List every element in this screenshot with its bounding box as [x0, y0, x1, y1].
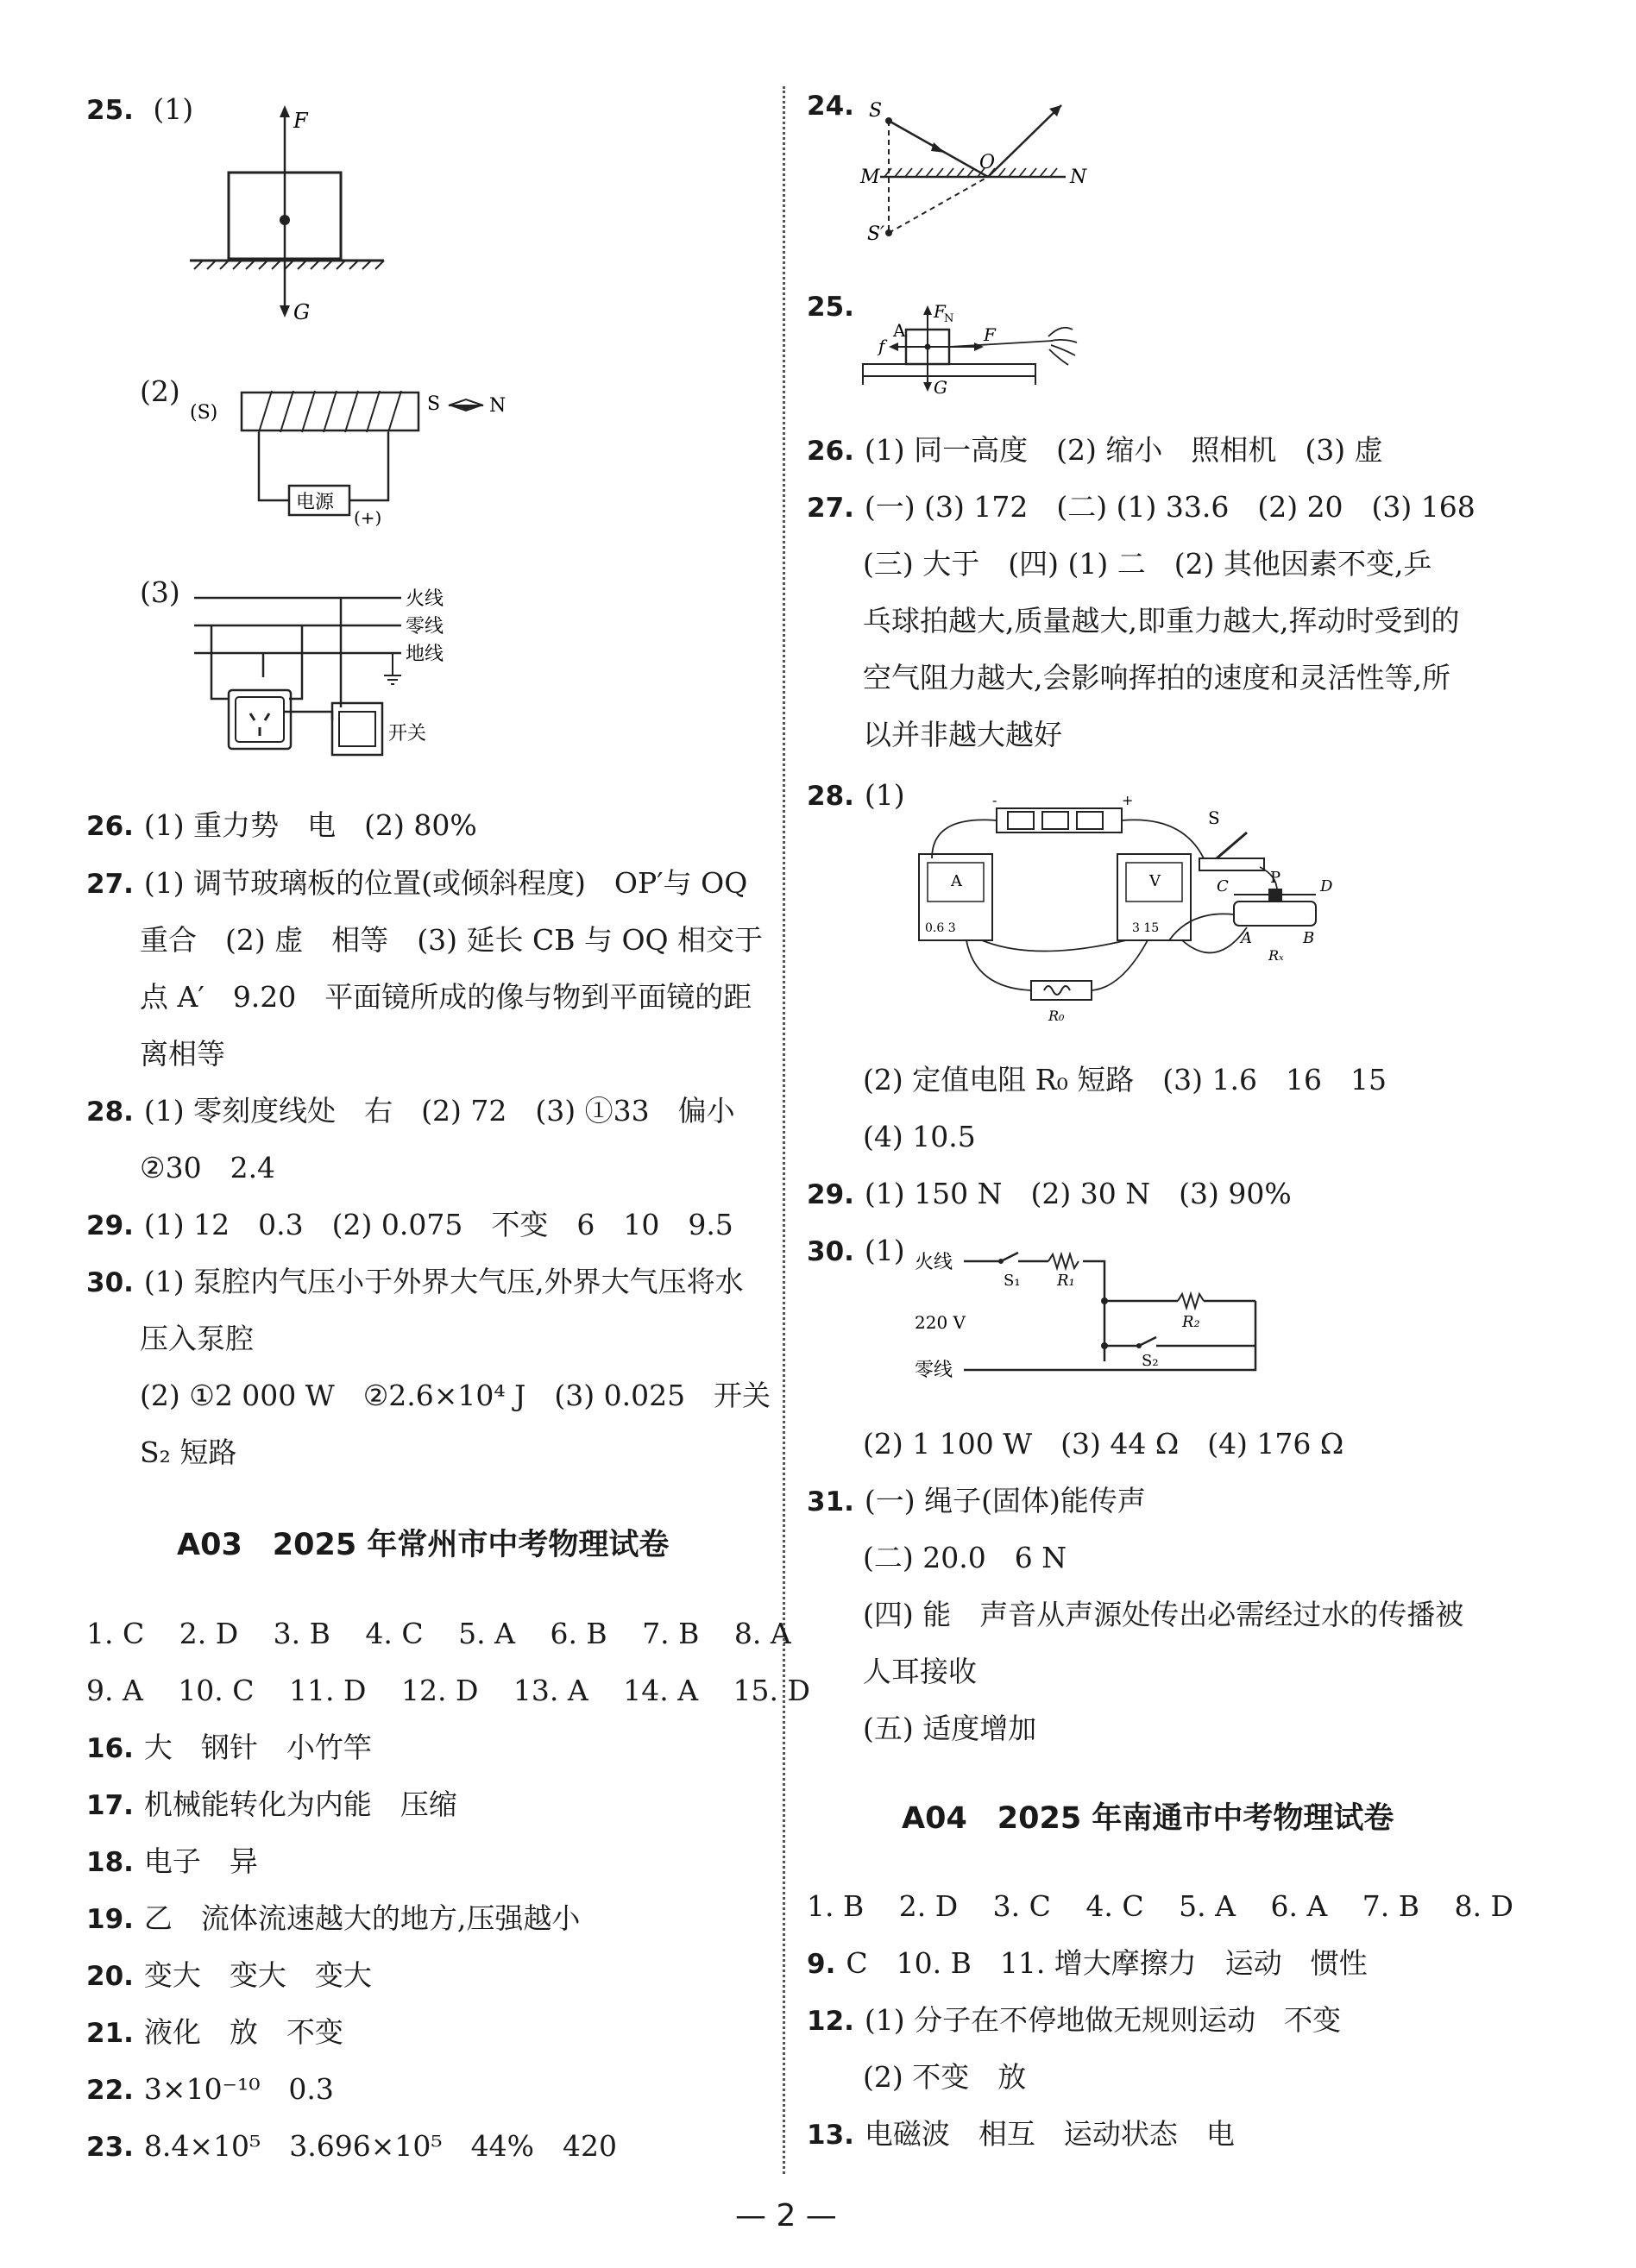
- q31-text-1: (一) 绳子(固体)能传声: [864, 1484, 1146, 1517]
- mc-answer: 4. C: [365, 1617, 424, 1650]
- mc-answer: 7. B: [642, 1617, 700, 1650]
- table-top: [863, 364, 1035, 376]
- q-number: 19.: [86, 1904, 134, 1935]
- mc-answer: 7. B: [1362, 1889, 1419, 1923]
- svg-text:+: +: [1122, 792, 1134, 808]
- q26-number: 26.: [86, 811, 134, 842]
- label-A: A: [893, 320, 906, 341]
- label-R0: R₀: [1048, 1008, 1065, 1024]
- q30r-circuit-diagram: [910, 1242, 1290, 1389]
- mc-answer: 9. A: [86, 1674, 143, 1707]
- mc-answer: 3. C: [992, 1889, 1051, 1923]
- label-P: P: [1270, 869, 1281, 887]
- q-number: 9.: [807, 1949, 836, 1980]
- mc-answer: 15. D: [733, 1674, 810, 1707]
- q26-text: (1) 重力势 电 (2) 80%: [143, 808, 477, 842]
- mc-answer: 5. A: [1179, 1889, 1236, 1923]
- q29-number: 29.: [86, 1210, 134, 1241]
- mc-answer: 1. C: [86, 1617, 145, 1650]
- neutral-label: 零线: [915, 1360, 953, 1381]
- label-S1: S₁: [1004, 1272, 1021, 1290]
- a03-mc-row1: [86, 1615, 817, 1653]
- q31-text-5: (五) 适度增加: [863, 1712, 1037, 1745]
- q-text: 乙 流体流速越大的地方,压强越小: [143, 1901, 581, 1935]
- q25r-number: 25.: [807, 292, 854, 323]
- a04-q13: [807, 2115, 1235, 2154]
- q27-line1: [86, 864, 747, 903]
- q25-number: 25.: [86, 95, 134, 126]
- hand-icon: [1048, 328, 1077, 365]
- mc-answer: 5. A: [458, 1617, 515, 1650]
- q-text: 机械能转化为内能 压缩: [143, 1787, 457, 1821]
- q26r-number: 26.: [807, 436, 854, 467]
- q30-number: 30.: [86, 1267, 134, 1298]
- q25-part1-label: (1): [153, 92, 194, 126]
- q-number: 21.: [86, 2018, 134, 2049]
- q31-text-4: 人耳接收: [863, 1655, 977, 1688]
- live-label: 火线: [406, 588, 444, 610]
- switch-label: 开关: [388, 723, 427, 744]
- resistor-R2: [1178, 1294, 1204, 1308]
- neutral-label: 零线: [406, 616, 444, 638]
- q29-answer: [86, 1206, 733, 1245]
- mc-answer: 12. D: [400, 1674, 479, 1707]
- a03-q17: [86, 1786, 457, 1825]
- q27r-number: 27.: [807, 493, 854, 524]
- reflected-ray: [988, 105, 1061, 177]
- q-number: 17.: [86, 1790, 134, 1821]
- solenoid-right-pole: S: [427, 393, 441, 415]
- a03-q18: [86, 1843, 258, 1882]
- q27r-text-1: (一) (3) 172 (二) (1) 33.6 (2) 20 (3) 168: [864, 490, 1476, 524]
- label-B: B: [1303, 929, 1315, 947]
- mc-answer: 14. A: [623, 1674, 699, 1707]
- q29-text: (1) 12 0.3 (2) 0.075 不变 6 10 9.5: [143, 1208, 733, 1241]
- q25-wiring-diagram: [186, 582, 479, 768]
- switch-S: [1199, 858, 1264, 870]
- compass-needle: [449, 399, 483, 405]
- q-text: 3×10⁻¹⁰ 0.3: [143, 2072, 334, 2106]
- q31-text-2: (二) 20.0 6 N: [863, 1541, 1067, 1574]
- circuit-wires: [932, 820, 1277, 990]
- svg-text:V: V: [1149, 872, 1161, 890]
- mc-answer: 3. B: [273, 1617, 330, 1650]
- column-divider: [783, 86, 785, 2174]
- q25r-force-diagram: [854, 302, 1087, 397]
- q25-solenoid-diagram: [186, 384, 531, 539]
- q-text: 大 钢针 小竹竿: [143, 1731, 372, 1764]
- q-text: (1) 分子在不停地做无规则运动 不变: [864, 2003, 1342, 2037]
- socket: [229, 690, 291, 749]
- q26r-text: (1) 同一高度 (2) 缩小 照相机 (3) 虚: [864, 433, 1383, 467]
- q-text: 8.4×10⁵ 3.696×10⁵ 44% 420: [143, 2129, 617, 2163]
- label-FN: F: [934, 301, 946, 322]
- a04-q12-part2: (2) 不变 放: [863, 2060, 1027, 2094]
- voltmeter-scale: 3 15: [1132, 921, 1160, 935]
- q30-text-4: S₂ 短路: [140, 1436, 237, 1469]
- mc-answer: 8. A: [733, 1617, 791, 1650]
- q29r-answer: [807, 1175, 1292, 1214]
- q-number: 22.: [86, 2075, 134, 2106]
- svg-text:A: A: [951, 872, 962, 890]
- mc-answer: 8. D: [1454, 1889, 1513, 1923]
- q25-force-diagram: [173, 104, 397, 336]
- q-number: 16.: [86, 1733, 134, 1764]
- q-number: 12.: [807, 2006, 854, 2037]
- q29r-number: 29.: [807, 1179, 854, 1210]
- a03-q16: [86, 1729, 372, 1768]
- q30r-text-2: (2) 1 100 W (3) 44 Ω (4) 176 Ω: [863, 1427, 1344, 1461]
- label-A: A: [1241, 929, 1252, 947]
- label-S: S: [869, 100, 883, 122]
- q27-text-3: 点 A′ 9.20 平面镜所成的像与物到平面镜的距: [140, 980, 752, 1014]
- q-number: 13.: [807, 2120, 854, 2151]
- mc-answer: 11. D: [289, 1674, 367, 1707]
- q28r-text-2: (2) 定值电阻 R₀ 短路 (3) 1.6 16 15: [863, 1063, 1387, 1096]
- label-S: S: [1208, 807, 1220, 828]
- a04-q12: [807, 2001, 1341, 2040]
- label-f: f: [878, 336, 885, 356]
- q26r-answer: [807, 431, 1383, 470]
- rheostat: [1234, 902, 1316, 926]
- force-G-label: G: [293, 300, 311, 324]
- a04-q9: [807, 1944, 1368, 1983]
- q28r-text-3: (4) 10.5: [863, 1120, 976, 1153]
- voltage-label: 220 V: [915, 1312, 966, 1333]
- label-FN-sub: N: [944, 312, 954, 325]
- q-text: 电子 异: [143, 1844, 258, 1878]
- switch-S2: [1139, 1337, 1156, 1346]
- q30-text-1: (1) 泵腔内气压小于外界大气压,外界大气压将水: [143, 1265, 744, 1298]
- label-C: C: [1217, 877, 1229, 895]
- plus-label: (+): [354, 507, 382, 528]
- a03-q23: [86, 2127, 617, 2166]
- q28-line1: [86, 1092, 735, 1131]
- label-G: G: [934, 377, 947, 398]
- page-number: — 2 —: [735, 2198, 837, 2233]
- solenoid-left-pole: (S): [190, 402, 218, 424]
- q30-text-2: 压入泵腔: [140, 1322, 254, 1355]
- force-F-label: F: [293, 109, 308, 133]
- q27r-line1: [807, 488, 1476, 527]
- label-M: M: [860, 166, 880, 188]
- q28r-header: [807, 776, 905, 815]
- switch-S1: [1001, 1253, 1018, 1261]
- mc-answer: 10. C: [178, 1674, 255, 1707]
- section-title-a04: A04 2025 年南通市中考物理试卷: [902, 1801, 1394, 1836]
- q31-number: 31.: [807, 1486, 854, 1517]
- a03-q19: [86, 1900, 580, 1938]
- q27r-text-2: (三) 大于 (四) (1) 二 (2) 其他因素不变,乒: [863, 547, 1432, 581]
- a03-q22: [86, 2070, 334, 2109]
- q25-part2-label: (2): [140, 374, 180, 408]
- a03-mc-row2: [86, 1672, 836, 1710]
- mc-answer: 6. A: [1270, 1889, 1328, 1923]
- q25-part3-label: (3): [140, 575, 180, 609]
- svg-text:-: -: [992, 792, 997, 808]
- center-point: [280, 215, 290, 225]
- q28-text-1: (1) 零刻度线处 右 (2) 72 (3) ①33 偏小: [143, 1094, 735, 1128]
- mc-answer: 6. B: [550, 1617, 607, 1650]
- q-number: 18.: [86, 1847, 134, 1878]
- live-label: 火线: [915, 1252, 953, 1273]
- q24-number: 24.: [807, 91, 854, 122]
- q27r-text-3: 乓球拍越大,质量越大,即重力越大,挥动时受到的: [863, 604, 1460, 638]
- q30-line1: [86, 1263, 744, 1302]
- q31-text-3: (四) 能 声音从声源处传出必需经过水的传播被: [863, 1598, 1464, 1631]
- virtual-ray: [889, 177, 988, 233]
- q-text: 变大 变大 变大: [143, 1958, 372, 1992]
- q30r-header: [807, 1232, 905, 1271]
- q27-text-1: (1) 调节玻璃板的位置(或倾斜程度) OP′与 OQ: [143, 866, 748, 900]
- q28r-part1: (1): [864, 778, 905, 812]
- q-number: 20.: [86, 1961, 134, 1992]
- a03-q21: [86, 2014, 343, 2052]
- q27r-text-4: 空气阻力越大,会影响挥拍的速度和灵活性等,所: [863, 661, 1450, 694]
- label-S2: S₂: [1142, 1352, 1159, 1370]
- q-text: 液化 放 不变: [143, 2015, 343, 2049]
- mc-answer: 1. B: [807, 1889, 865, 1923]
- q-text: 电磁波 相互 运动状态 电: [864, 2117, 1235, 2151]
- a04-mc-row1: [807, 1888, 1539, 1926]
- q27-number: 27.: [86, 869, 134, 900]
- q28r-number: 28.: [807, 781, 854, 812]
- compass-N: N: [489, 395, 507, 417]
- mc-answer: 4. C: [1085, 1889, 1144, 1923]
- q29r-text: (1) 150 N (2) 30 N (3) 90%: [864, 1177, 1292, 1210]
- label-F: F: [984, 324, 996, 345]
- label-D: D: [1320, 877, 1333, 895]
- resistor-R1: [1048, 1254, 1079, 1268]
- q27-text-2: 重合 (2) 虚 相等 (3) 延长 CB 与 OQ 相交于: [140, 923, 764, 957]
- q26-answer: [86, 807, 477, 845]
- label-N: N: [1070, 166, 1087, 188]
- label-Rx: Rₓ: [1268, 947, 1284, 964]
- q30r-part1: (1): [864, 1234, 905, 1267]
- q24-reflection-diagram: [850, 95, 1092, 250]
- a03-q20: [86, 1957, 372, 1995]
- coil-windings: [259, 391, 401, 432]
- q-number: 23.: [86, 2132, 134, 2163]
- q30-text-3: (2) ①2 000 W ②2.6×10⁴ J (3) 0.025 开关: [140, 1379, 771, 1412]
- mirror-hatch: [884, 168, 1057, 177]
- label-R1: R₁: [1057, 1272, 1075, 1290]
- q31-line1: [807, 1482, 1146, 1521]
- q-text: C 10. B 11. 增大摩擦力 运动 惯性: [846, 1946, 1368, 1980]
- mc-answer: 2. D: [179, 1617, 239, 1650]
- earth-label: 地线: [406, 644, 444, 665]
- mc-answer: 2. D: [898, 1889, 959, 1923]
- label-O: O: [979, 152, 996, 173]
- q27-text-4: 离相等: [140, 1037, 225, 1071]
- q28-text-2: ②30 2.4: [140, 1151, 276, 1184]
- q28r-circuit-diagram: [906, 789, 1337, 1022]
- label-R2: R₂: [1182, 1313, 1200, 1331]
- label-S-prime: S′: [867, 223, 885, 245]
- q27r-text-5: 以并非越大越好: [863, 718, 1062, 751]
- q28-number: 28.: [86, 1096, 134, 1128]
- ammeter-scale: 0.6 3: [925, 921, 956, 935]
- circuit-wire: [259, 432, 289, 500]
- q30r-number: 30.: [807, 1236, 854, 1267]
- power-label: 电源: [296, 492, 335, 513]
- mc-answer: 13. A: [513, 1674, 588, 1707]
- section-title-a03: A03 2025 年常州市中考物理试卷: [177, 1528, 670, 1562]
